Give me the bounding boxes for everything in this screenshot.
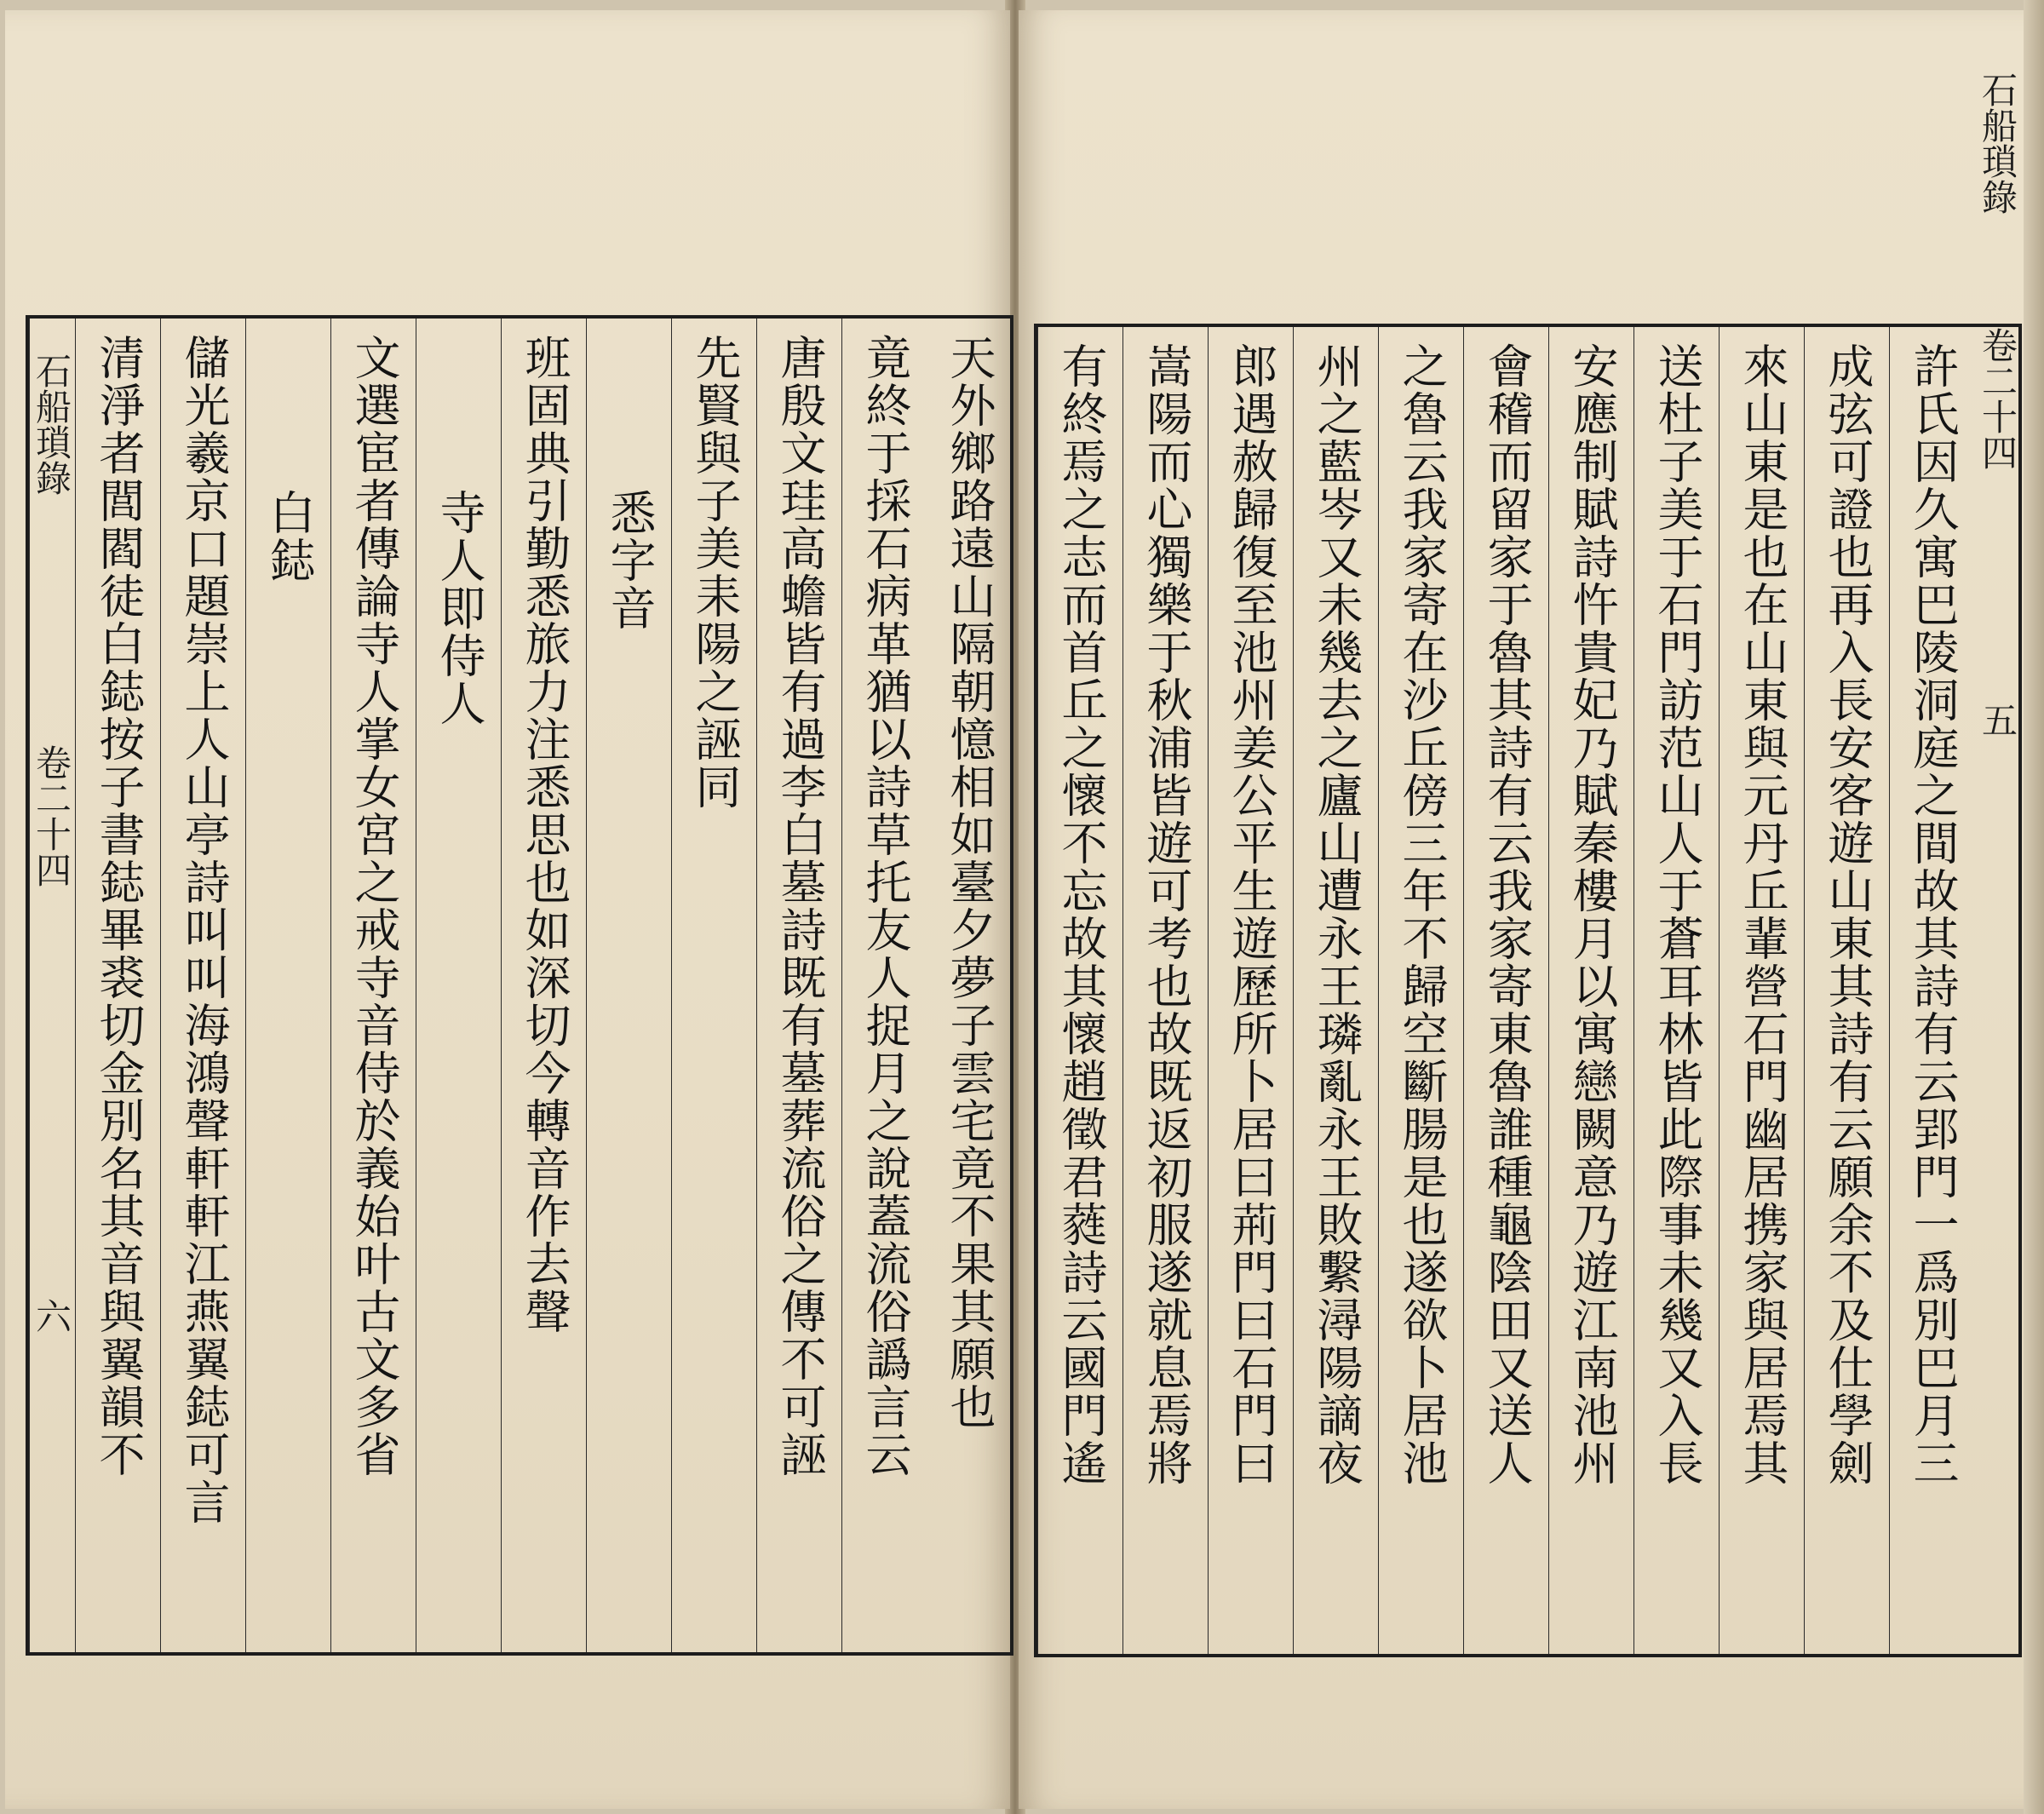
text-column (841, 319, 927, 1652)
text-column (416, 319, 502, 1652)
column-text: 竟終于採石病革猶以詩草托友人捉月之說蓋流俗譌言云 (858, 334, 912, 1478)
text-column (1889, 327, 1975, 1654)
fold-margin (29, 319, 76, 1652)
column-text: 之魯云我家寄在沙丘傍三年不歸空斷腸是也遂欲卜居池 (1395, 342, 1449, 1487)
column-text: 儲光羲京口題崇上人山亭詩叫叫海鴻聲軒軒江燕翼鋕可言 (177, 334, 231, 1526)
column-text: 來山東是也在山東與元丹丘輩營石門幽居携家與居焉其 (1736, 342, 1789, 1487)
text-column (586, 319, 672, 1652)
text-column (330, 319, 416, 1652)
column-text: 送杜子美于石門訪范山人于蒼耳林皆此際事未幾又入長 (1651, 342, 1704, 1487)
column-text: 州之藍岑又未幾去之廬山遭永王璘亂永王敗繫潯陽謫夜 (1310, 342, 1364, 1487)
text-column (1633, 327, 1720, 1654)
column-text: 成弦可證也再入長安客遊山東其詩有云願余不及仕學劍 (1821, 342, 1875, 1487)
text-column (75, 319, 161, 1652)
column-text: 安應制賦詩忤貴妃乃賦秦樓月以寓戀闕意乃遊江南池州 (1565, 342, 1619, 1487)
column-text: 文選宦者傳論寺人掌女宮之戒寺音侍於義始叶古文多省 (347, 334, 401, 1478)
column-text: 許氏因久寓巴陵洞庭之間故其詩有云郢門一爲別巴月三 (1906, 342, 1960, 1487)
text-column (671, 319, 757, 1652)
column-text: 天外鄉路遠山隔朝憶相如臺夕夢子雲宅竟不果其願也 (943, 334, 996, 1431)
margin-volume: 卷二十四 (1977, 327, 2018, 470)
column-text: 悉字音 (603, 489, 657, 632)
margin-volume: 卷二十四 (31, 744, 72, 887)
left-page (5, 10, 1010, 1809)
margin-folio: 六 (31, 1298, 72, 1334)
margin-folio: 五 (1977, 702, 2018, 738)
column-text: 寺人即侍人 (433, 489, 486, 727)
text-column (1122, 327, 1209, 1654)
right-page (1019, 10, 2024, 1809)
column-text: 白鋕 (262, 489, 316, 584)
text-column (1804, 327, 1890, 1654)
text-column (1037, 327, 1123, 1654)
text-column (1378, 327, 1464, 1654)
column-text: 班固典引勤悉旅力注悉思也如深切今轉音作去聲 (518, 334, 571, 1335)
column-text: 郎遇赦歸復至池州姜公平生遊歷所卜居曰荊門曰石門曰 (1225, 342, 1278, 1487)
column-text: 唐殷文珪高蟾皆有過李白墓詩既有墓葬流俗之傳不可誣 (773, 334, 827, 1478)
column-text: 有終焉之志而首丘之懷不忘故其懷趙徵君蕤詩云國門遙 (1054, 342, 1108, 1487)
left-text-frame (26, 315, 1013, 1656)
text-column (1463, 327, 1549, 1654)
column-text: 先賢與子美耒陽之誣同 (688, 334, 742, 811)
text-column (756, 319, 842, 1652)
text-column (501, 319, 587, 1652)
text-column (1548, 327, 1634, 1654)
page-edge (2024, 0, 2044, 1814)
right-text-frame (1034, 72, 2022, 1657)
text-column (160, 319, 246, 1652)
column-text: 清淨者閭閻徒白鋕按子書鋕畢裘切金別名其音與翼韻不 (92, 334, 146, 1478)
column-text: 嵩陽而心獨樂于秋浦皆遊可考也故既返初服遂就息焉將 (1140, 342, 1193, 1487)
fold-margin (1974, 72, 2022, 1654)
text-column (1719, 327, 1805, 1654)
text-column (1208, 327, 1294, 1654)
text-column (245, 319, 331, 1652)
text-column (1293, 327, 1379, 1654)
column-text: 會稽而留家于魯其詩有云我家寄東魯誰種龜陰田又送人 (1480, 342, 1534, 1487)
margin-title: 石船瑣錄 (1977, 72, 2018, 215)
margin-title: 石船瑣錄 (31, 353, 72, 496)
text-column (927, 319, 1012, 1652)
